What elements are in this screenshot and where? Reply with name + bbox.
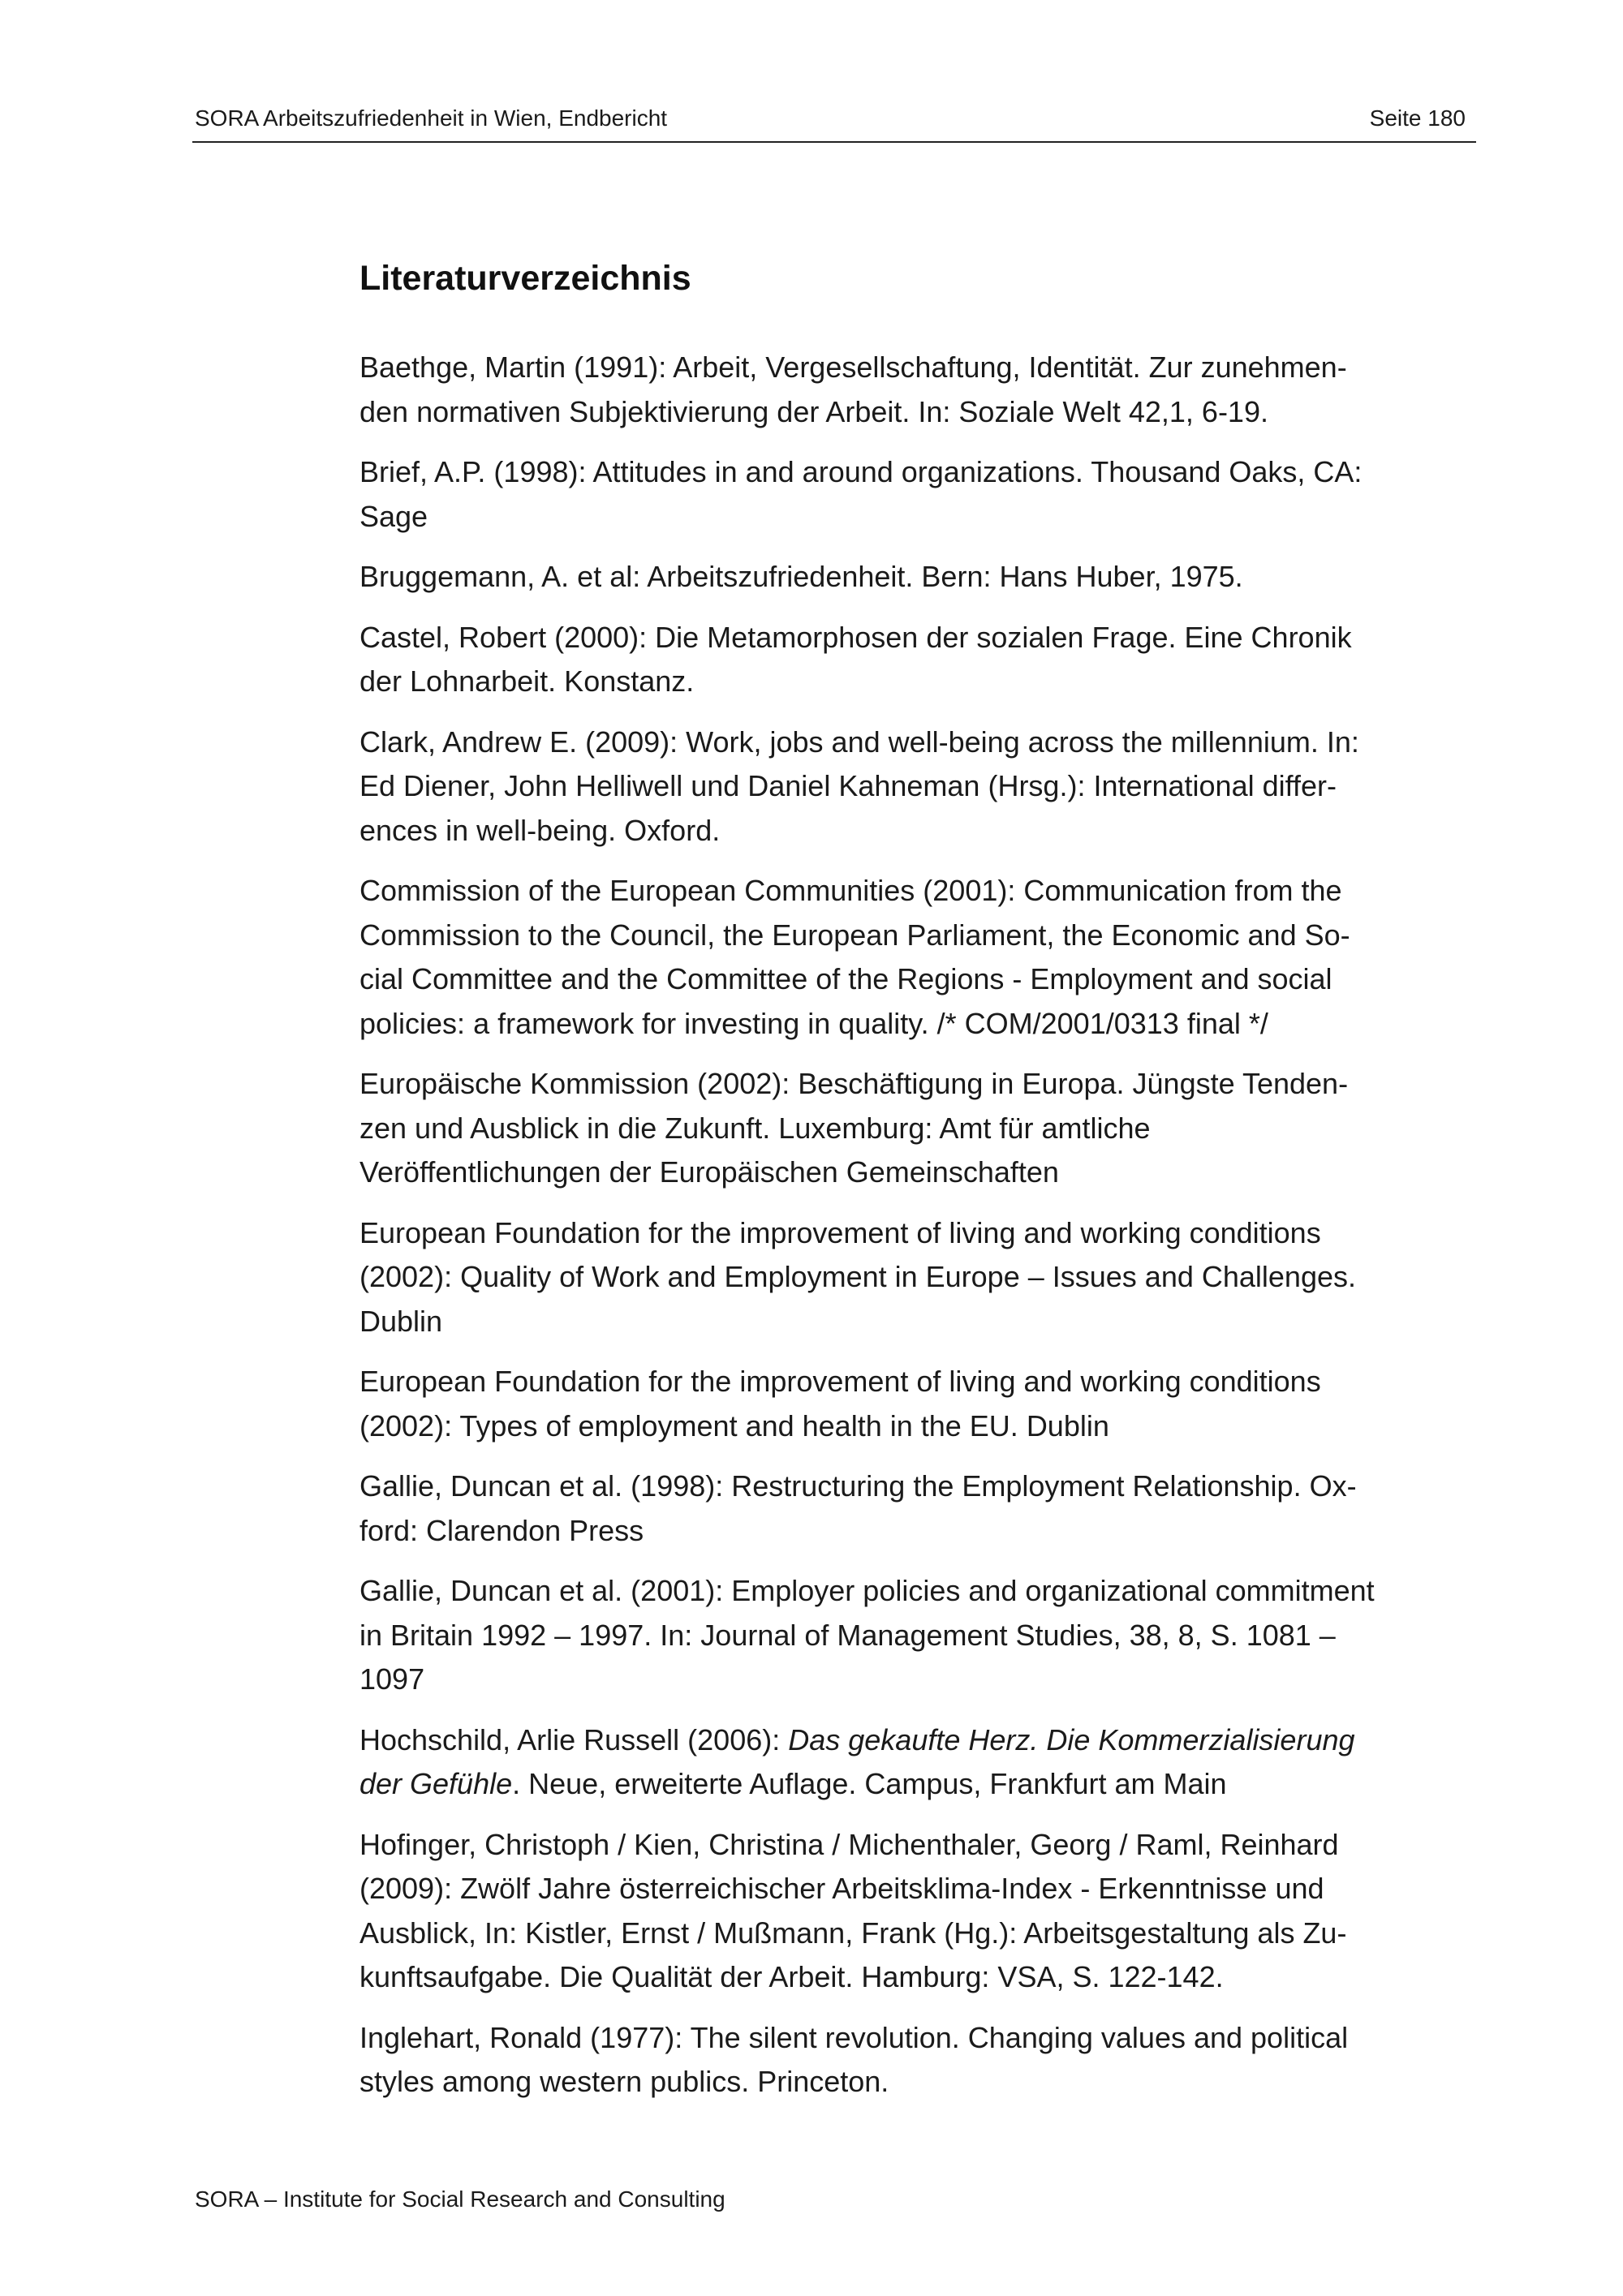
reference-italic-title: Das gekaufte Herz. Die Kommerzialisierung	[788, 1722, 1355, 1756]
reference-text: . Neue, erweiterte Auflage. Campus, Frankfurt am Main	[512, 1767, 1227, 1800]
reference-entry	[359, 1360, 1487, 1448]
reference-line	[359, 1062, 1487, 1107]
reference-list	[359, 346, 1487, 2121]
reference-line	[359, 1762, 1487, 1807]
reference-line	[359, 2016, 1487, 2061]
reference-entry	[359, 1718, 1487, 1807]
reference-line	[359, 1955, 1487, 2000]
reference-line	[359, 1658, 1487, 1702]
reference-text: 1097	[359, 1662, 425, 1696]
reference-text: Commission of the European Communities (2001): Communication from the	[359, 874, 1342, 907]
reference-entry	[359, 1569, 1487, 1702]
reference-text: (2009): Zwölf Jahre österreichischer Arbeitsklima-Index - Erkenntnisse und	[359, 1872, 1324, 1905]
reference-text: Hofinger, Christoph / Kien, Christina / Michenthaler, Georg / Raml, Reinhard	[359, 1827, 1339, 1861]
reference-line	[359, 1211, 1487, 1256]
reference-entry	[359, 616, 1487, 704]
header-document-title: SORA Arbeitszufriedenheit in Wien, Endbericht	[195, 105, 668, 131]
reference-line	[359, 1107, 1487, 1151]
reference-line	[359, 1867, 1487, 1911]
reference-text: Hochschild, Arlie Russell (2006):	[359, 1722, 789, 1756]
reference-text: kunftsaufgabe. Die Qualität der Arbeit. Hamburg: VSA, S. 122-142.	[359, 1960, 1224, 1993]
reference-text: ences in well-being. Oxford.	[359, 813, 721, 847]
reference-text: Dublin	[359, 1304, 443, 1338]
reference-line	[359, 957, 1487, 1002]
reference-text: Clark, Andrew E. (2009): Work, jobs and well-being across the millennium. In:	[359, 724, 1359, 759]
reference-line	[359, 346, 1487, 390]
reference-entry	[359, 869, 1487, 1046]
reference-text: Castel, Robert (2000): Die Metamorphosen der sozialen Frage. Eine Chronik	[359, 620, 1352, 654]
reference-text: Commission to the Council, the European Parliament, the Economic and So-	[359, 918, 1350, 952]
reference-text: Bruggemann, A. et al: Arbeitszufriedenheit. Bern: Hans Huber, 1975.	[359, 560, 1243, 593]
reference-line	[359, 495, 1487, 540]
reference-line	[359, 1150, 1487, 1195]
reference-line	[359, 914, 1487, 958]
reference-text: Gallie, Duncan et al. (2001): Employer policies and organizational commitment	[359, 1574, 1375, 1607]
reference-text: styles among western publics. Princeton.	[359, 2065, 889, 2098]
reference-entry	[359, 1062, 1487, 1195]
reference-line	[359, 1255, 1487, 1300]
reference-text: Europäische Kommission (2002): Beschäftigung in Europa. Jüngste Tenden-	[359, 1067, 1349, 1100]
reference-line	[359, 1823, 1487, 1868]
reference-italic-title: der Gefühle	[359, 1767, 513, 1800]
reference-text: European Foundation for the improvement of living and working conditions	[359, 1365, 1321, 1398]
page-footer: SORA – Institute for Social Research and Consulting	[195, 2186, 725, 2212]
reference-entry	[359, 2016, 1487, 2105]
reference-text: der Lohnarbeit. Konstanz.	[359, 664, 695, 698]
reference-text: Brief, A.P. (1998): Attitudes in and around organizations. Thousand Oaks, CA:	[359, 455, 1363, 488]
reference-text: policies: a framework for investing in quality. /* COM/2001/0313 final */	[359, 1006, 1268, 1040]
reference-line	[359, 1911, 1487, 1956]
reference-entry	[359, 346, 1487, 434]
reference-line	[359, 764, 1487, 809]
reference-text: in Britain 1992 – 1997. In: Journal of Management Studies, 38, 8, S. 1081 –	[359, 1618, 1336, 1652]
reference-text: Inglehart, Ronald (1977): The silent revolution. Changing values and political	[359, 2020, 1349, 2054]
reference-entry	[359, 1823, 1487, 2000]
reference-entry	[359, 1211, 1487, 1344]
reference-text: Baethge, Martin (1991): Arbeit, Vergesellschaftung, Identität. Zur zunehmen-	[359, 350, 1347, 384]
reference-line	[359, 390, 1487, 435]
reference-text: den normativen Subjektivierung der Arbeit. In: Soziale Welt 42,1, 6-19.	[359, 394, 1268, 428]
reference-text: zen und Ausblick in die Zukunft. Luxemburg: Amt für amtliche	[359, 1111, 1151, 1145]
reference-line	[359, 1002, 1487, 1047]
reference-text: cial Committee and the Committee of the Regions - Employment and social	[359, 962, 1332, 995]
reference-text: European Foundation for the improvement of living and working conditions	[359, 1215, 1321, 1249]
reference-text: Gallie, Duncan et al. (1998): Restructuring the Employment Relationship. Ox-	[359, 1469, 1357, 1503]
reference-line	[359, 2060, 1487, 2105]
reference-line	[359, 1404, 1487, 1449]
reference-text: Veröffentlichungen der Europäischen Gemeinschaften	[359, 1155, 1059, 1189]
reference-text: (2002): Types of employment and health in the EU. Dublin	[359, 1408, 1109, 1443]
reference-text: Ed Diener, John Helliwell und Daniel Kahneman (Hrsg.): International differ-	[359, 769, 1337, 802]
reference-line	[359, 660, 1487, 704]
reference-line	[359, 1718, 1487, 1763]
reference-text: (2002): Quality of Work and Employment in Europe – Issues and Challenges.	[359, 1260, 1356, 1293]
reference-line	[359, 1509, 1487, 1554]
reference-entry	[359, 555, 1487, 600]
reference-line	[359, 1569, 1487, 1614]
header-page-number: Seite 180	[1369, 105, 1466, 131]
reference-line	[359, 1614, 1487, 1658]
reference-line	[359, 555, 1487, 600]
page-header	[192, 105, 1476, 143]
reference-line	[359, 1464, 1487, 1509]
reference-entry	[359, 450, 1487, 539]
reference-line	[359, 720, 1487, 765]
reference-text: Sage	[359, 499, 428, 533]
reference-text: ford: Clarendon Press	[359, 1513, 644, 1547]
reference-entry	[359, 1464, 1487, 1553]
reference-line	[359, 809, 1487, 853]
reference-line	[359, 450, 1487, 495]
reference-line	[359, 1300, 1487, 1344]
page-title: Literaturverzeichnis	[359, 259, 691, 298]
reference-line	[359, 616, 1487, 660]
reference-entry	[359, 720, 1487, 853]
reference-line	[359, 869, 1487, 914]
reference-text: Ausblick, In: Kistler, Ernst / Mußmann, Frank (Hg.): Arbeitsgestaltung als Zu-	[359, 1915, 1347, 1950]
reference-line	[359, 1360, 1487, 1404]
